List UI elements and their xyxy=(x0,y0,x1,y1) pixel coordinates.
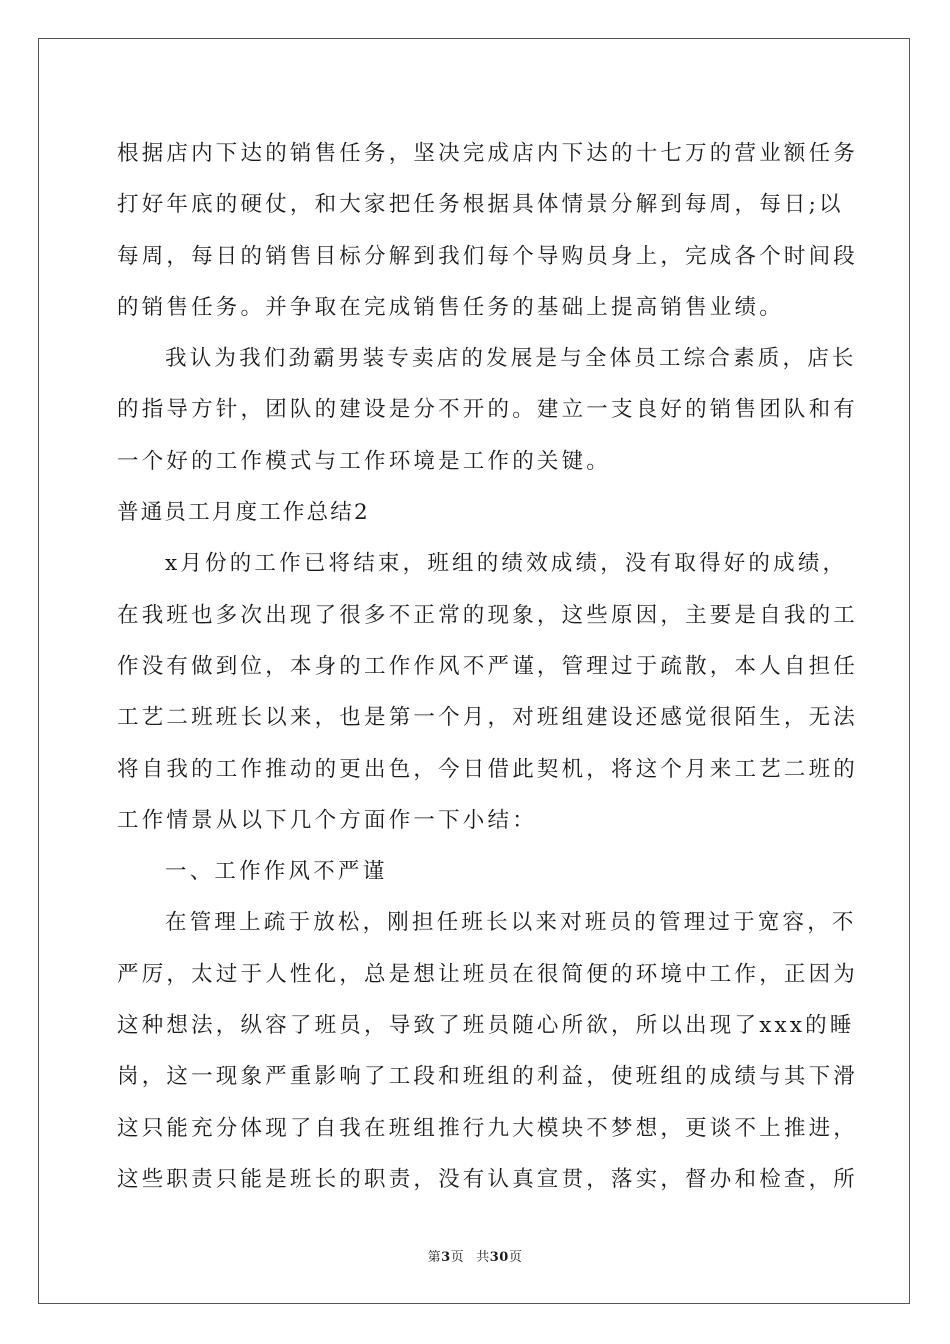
text-line: 我认为我们劲霸男装专卖店的发展是与全体员工综合素质，店长 xyxy=(165,346,857,372)
page-unit: 页 xyxy=(450,1250,465,1265)
text-line: 的指导方针，团队的建设是分不开的。建立一支良好的销售团队和有 xyxy=(117,397,859,423)
total-unit: 页 xyxy=(508,1250,523,1265)
page-current: 3 xyxy=(441,1250,451,1265)
text-line: 的销售任务。并争取在完成销售任务的基础上提高销售业绩。 xyxy=(117,294,784,320)
text-line: 打好年底的硬仗，和大家把任务根据具体情景分解到每周，每日;以 xyxy=(117,192,844,218)
text-line: 一个好的工作模式与工作环境是工作的关键。 xyxy=(117,448,612,474)
text-line: 在我班也多次出现了很多不正常的现象，这些原因，主要是自我的工 xyxy=(117,602,859,628)
text-line: 将自我的工作推动的更出色，今日借此契机，将这个月来工艺二班的 xyxy=(117,756,859,782)
text-line: 严厉，太过于人性化，总是想让班员在很简便的环境中工作，正因为 xyxy=(117,961,859,987)
section-heading: 普通员工月度工作总结2 xyxy=(117,500,370,526)
total-prefix: 共 xyxy=(476,1250,490,1265)
document-body xyxy=(117,128,859,1205)
text-line: 作没有做到位，本身的工作作风不严谨，管理过于疏散，本人自担任 xyxy=(117,653,859,679)
text-line: 这些职责只能是班长的职责，没有认真宣贯，落实，督办和检查，所 xyxy=(117,1166,859,1192)
page-total: 30 xyxy=(489,1250,509,1265)
text-line: x月份的工作已将结束，班组的绩效成绩，没有取得好的成绩， xyxy=(165,551,848,577)
page-prefix: 第 xyxy=(427,1250,442,1265)
text-line: 工艺二班班长以来，也是第一个月，对班组建设还感觉很陌生，无法 xyxy=(117,705,859,731)
text-line: 这只能充分体现了自我在班组推行九大模块不梦想，更谈不上推进， xyxy=(117,1115,859,1141)
page-footer xyxy=(0,1246,950,1265)
text-line: 每周，每日的销售目标分解到我们每个导购员身上，完成各个时间段 xyxy=(117,243,859,269)
text-line: 在管理上疏于放松，刚担任班长以来对班员的管理过于宽容，不 xyxy=(165,910,857,936)
text-line: 岗，这一现象严重影响了工段和班组的利益，使班组的成绩与其下滑 xyxy=(117,1064,859,1090)
text-line: 这种想法，纵容了班员，导致了班员随心所欲，所以出现了xxx的睡 xyxy=(117,1013,855,1039)
text-line: 根据店内下达的销售任务，坚决完成店内下达的十七万的营业额任务 xyxy=(117,141,859,166)
text-line: 工作情景从以下几个方面作一下小结： xyxy=(117,807,537,833)
subsection-heading: 一、工作作风不严谨 xyxy=(165,859,388,885)
